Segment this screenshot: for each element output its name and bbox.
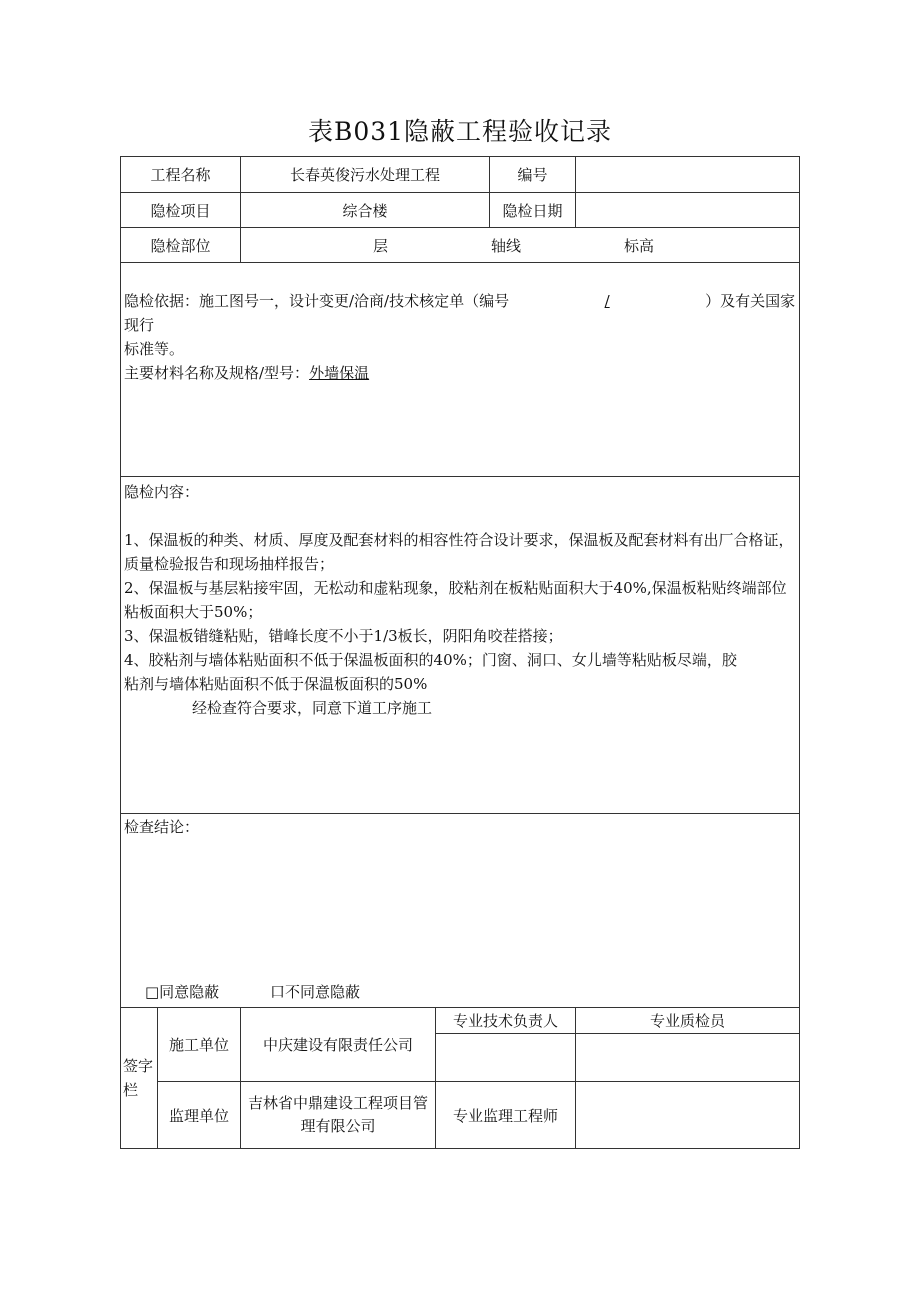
number-label: 编号 [490, 157, 576, 193]
construction-unit-label: 施工单位 [158, 1008, 241, 1082]
supervision-engineer-signature[interactable] [576, 1082, 800, 1149]
location-axis: 轴线 [491, 236, 522, 255]
basis-line-1: 隐检依据：施工图号一，设计变更/洽商/技术核定单（编号 / ）及有关国家现行 [124, 289, 796, 337]
number-value [576, 157, 800, 193]
change-order-number: / [604, 292, 610, 310]
location-floor: 层 [373, 236, 389, 255]
supervision-unit-label: 监理单位 [158, 1082, 241, 1149]
content-label: 隐检内容： [124, 483, 200, 501]
inspection-record-table [120, 156, 800, 1149]
inspection-date-label: 隐检日期 [490, 193, 576, 228]
inspection-item-value: 综合楼 [241, 193, 490, 228]
tech-lead-signature[interactable] [436, 1034, 576, 1082]
inspection-item-label: 隐检项目 [121, 193, 241, 228]
inspection-location-label: 隐检部位 [121, 228, 241, 263]
content-item: 3、保温板错缝粘贴，错峰长度不小于1/3板长，阴阳角咬茬搭接； [124, 627, 563, 645]
signature-section-label: 签字 栏 [121, 1008, 158, 1149]
construction-unit-name: 中庆建设有限责任公司 [241, 1008, 436, 1082]
inspection-content-section [121, 477, 800, 814]
quality-inspector-signature[interactable] [576, 1034, 800, 1082]
project-name-value: 长春英俊污水处理工程 [241, 157, 490, 193]
disagree-checkbox[interactable]: 口不同意隐蔽 [269, 983, 360, 1001]
quality-inspector-label: 专业质检员 [576, 1008, 800, 1034]
supervision-engineer-label: 专业监理工程师 [436, 1082, 576, 1149]
inspection-date-value [576, 193, 800, 228]
result-label: 检查结论： [124, 818, 200, 836]
form-title: 表B031隐蔽工程验收记录 [307, 117, 613, 146]
inspection-location-value [241, 228, 800, 263]
agree-checkbox[interactable]: □同意隐蔽 [145, 983, 220, 1001]
inspection-result-section [121, 814, 800, 1008]
content-item: 1、保温板的种类、材质、厚度及配套材料的相容性符合设计要求，保温板及配套材料有出厂合格证，质量检验报告和现场抽样报告； [124, 531, 794, 573]
content-item: 2、保温板与基层粘接牢固，无松动和虚粘现象，胶粘剂在板粘贴面积大于40%,保温板粘贴终端部位粘板面积大于50%； [124, 579, 787, 621]
project-name-label: 工程名称 [121, 157, 241, 193]
content-item: 粘剂与墙体粘贴面积不低于保温板面积的50% [124, 675, 428, 693]
location-elevation: 标高 [624, 236, 655, 255]
content-item: 4、胶粘剂与墙体粘贴面积不低于保温板面积的40%；门窗、洞口、女儿墙等粘贴板尽端，胶 [124, 651, 737, 669]
main-material: 主要材料名称及规格/型号：外墙保温 [124, 364, 370, 382]
content-conclusion-note: 经检查符合要求，同意下道工序施工 [192, 699, 433, 717]
supervision-unit-name: 吉林省中鼎建设工程项目管理有限公司 [241, 1082, 436, 1149]
basis-line-2: 标准等。 [124, 340, 185, 358]
inspection-basis-section [121, 263, 800, 477]
tech-lead-label: 专业技术负责人 [436, 1008, 576, 1034]
main-material-value: 外墙保温 [309, 364, 370, 382]
